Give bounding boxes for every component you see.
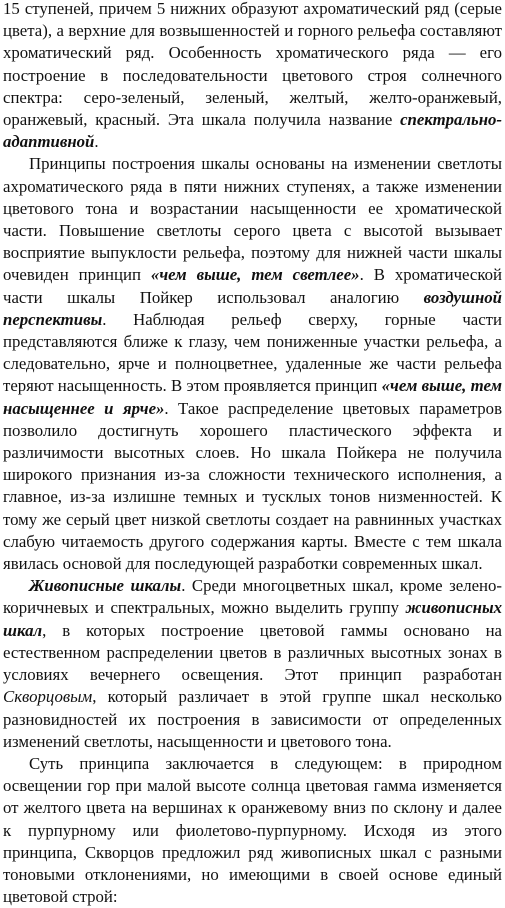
text-run: Принципы построения шкалы основаны на изменении светлоты ахроматического ряда в пяти нижних ступенях, а также изменении цветового тона и возрастании насыщенности ее хроматической части. Повышение светлоты серого цвета с высотой вызывает восприятие выпуклости рельефа, поэтому для нижней части шкалы очевиден принцип: [3, 154, 502, 285]
emphasis-term: воздушной перспективы: [3, 287, 502, 329]
text-run: , в которых построение цветовой гаммы основано на естественном распределении цветов в различных высотных зонах в условиях вечернего освещения. Этот принцип разработан: [3, 620, 502, 685]
text-run: .: [94, 132, 99, 152]
emphasis-term: живописных шкал: [3, 598, 502, 640]
author-name: Скворцовым: [3, 687, 93, 707]
paragraph-4: [3, 753, 502, 908]
emphasis-term: спектрально-адаптивной: [3, 110, 502, 152]
text-run: . В хроматической части шкалы Пойкер использовал аналогию: [3, 265, 502, 307]
text-run: . Наблюдая рельеф сверху, горные части представляются ближе к глазу, чем пониженные участки рельефа, а следовательно, ярче и полноцветнее, удаленные же части рельефа теряют насыщенность. В этом проявляется принцип: [3, 309, 502, 396]
text-run: Суть принципа заключается в следующем: в природном освещении гор при малой высоте солнца цветовая гамма изменяется от желтого цвета на вершинах к оранжевому вниз по склону и далее к пурпурному или фиолетово-пурпурному. Исходя из этого принципа, Скворцов предложил ряд живописных шкал с разными тоновыми отклонениями, но имеющими в своей основе единый цветовой строй:: [3, 753, 502, 907]
text-run: 15 ступеней, причем 5 нижних образуют ахроматический ряд (серые цвета), а верхние для возвышенностей и горного рельефа составляют хроматический ряд. Особенность хроматического ряда — его построение в последовательности цветового строя солнечного спектра: серо-зеленый, зеленый, желтый, желто-оранжевый, оранжевый, красный. Эта шкала получила название: [3, 0, 502, 130]
document-page: [3, 0, 502, 908]
emphasis-term: «чем выше, тем насыщеннее и ярче»: [3, 376, 502, 418]
paragraph-1: [3, 0, 502, 153]
text-run: , который различает в этой группе шкал несколько разновидностей их построения в зависимости от определенных изменений светлоты, насыщенности и цветового тона.: [3, 687, 502, 751]
emphasis-term: «чем выше, тем светлее»: [150, 265, 360, 285]
text-run: . Среди многоцветных шкал, кроме зелено-коричневых и спектральных, можно выделить группу: [3, 576, 503, 618]
text-run: . Такое распределение цветовых параметров позволило достигнуть хорошего пластического эффекта и различимости высотных слоев. Но шкала Пойкера не получила широкого признания из-за сложности технического исполнения, а главное, из-за излишне темных и тусклых тонов низменностей. К тому же серый цвет низкой светлоты создает на равнинных участках слабую читаемость другого содержания карты. Вместе с тем шкала явилась основой для последующей разработки современных шкал.: [3, 398, 502, 574]
paragraph-2: [3, 153, 502, 575]
section-heading-inline: Живописные шкалы: [29, 576, 182, 596]
paragraph-3: [3, 575, 502, 753]
